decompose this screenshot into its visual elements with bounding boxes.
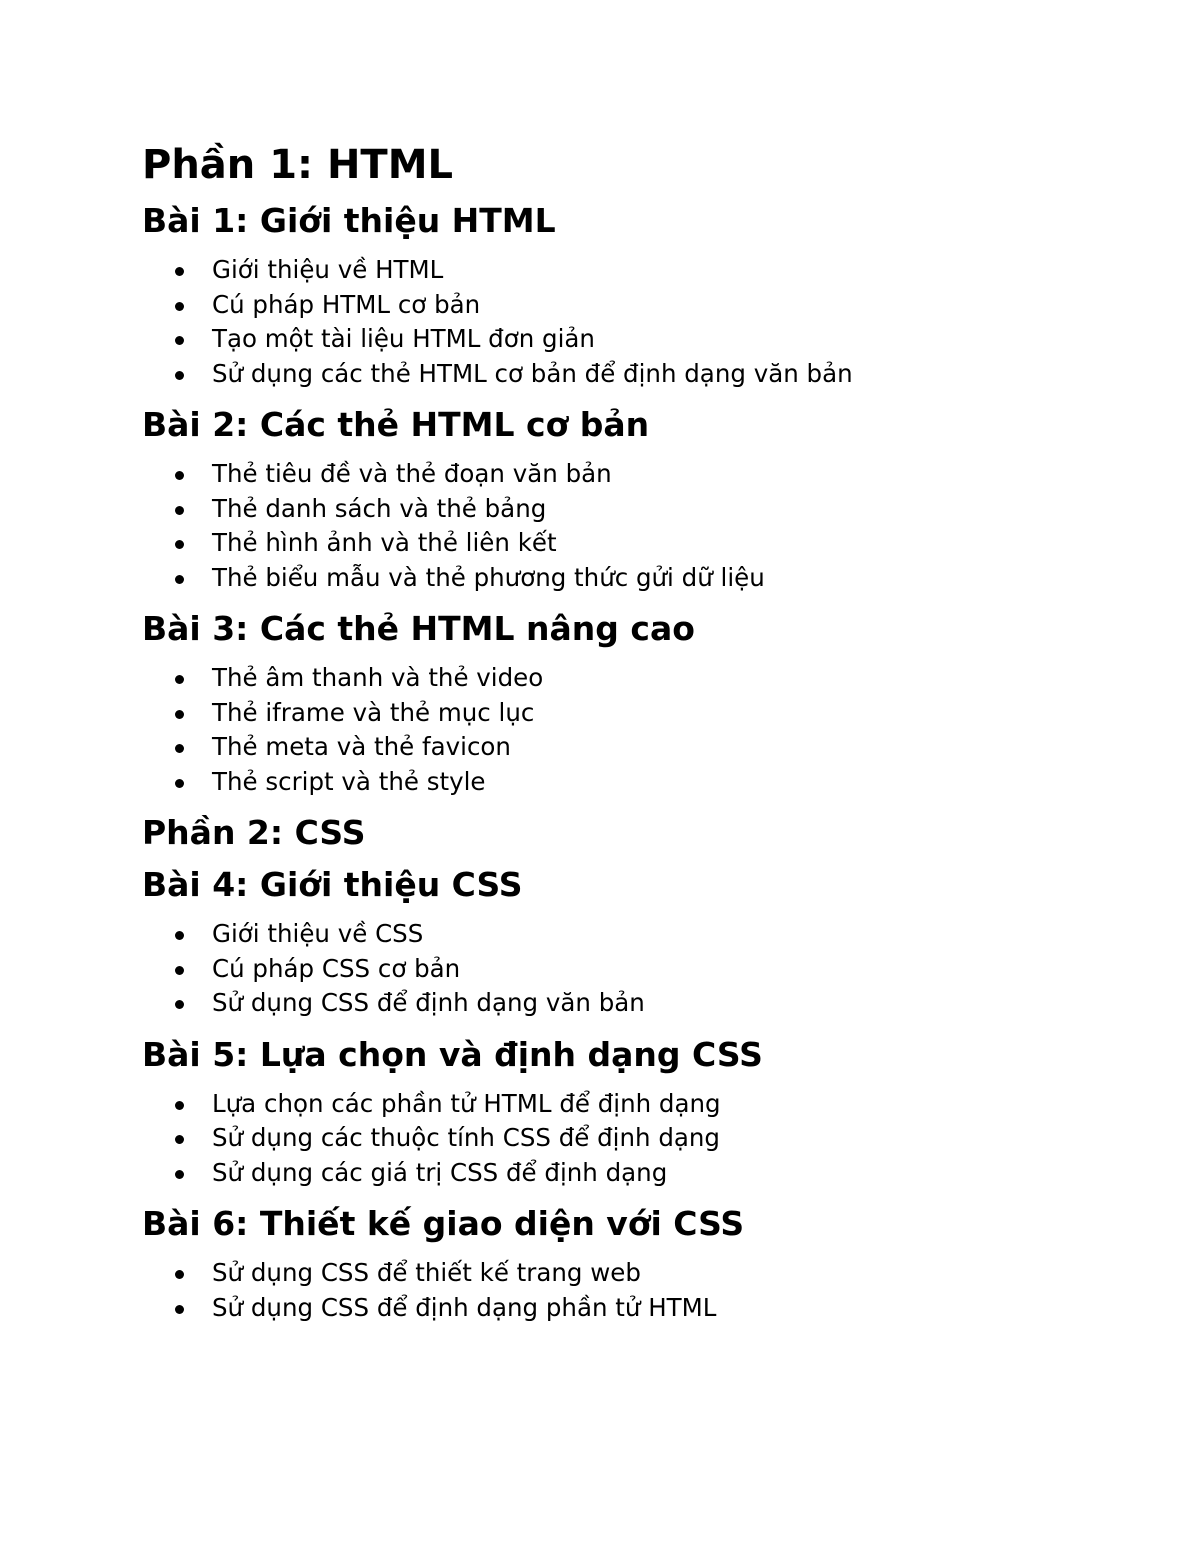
list-item-text: Cú pháp HTML cơ bản	[212, 289, 481, 319]
lesson-6-list	[142, 1256, 1142, 1325]
lesson-1-list	[142, 253, 1142, 391]
list-item-text: Sử dụng các thẻ HTML cơ bản để định dạng văn bản	[212, 358, 853, 388]
document-body	[142, 141, 1142, 1339]
bullet-icon	[175, 779, 184, 788]
list-item	[142, 696, 1142, 731]
bullet-icon	[175, 336, 184, 345]
list-item	[142, 952, 1142, 987]
list-item	[142, 1256, 1142, 1291]
list-item	[142, 765, 1142, 800]
bullet-icon	[175, 302, 184, 311]
list-item-text: Thẻ meta và thẻ favicon	[212, 732, 511, 761]
list-item	[142, 561, 1142, 596]
list-item	[142, 661, 1142, 696]
part-title-css: Phần 2: CSS	[142, 813, 366, 852]
list-item	[142, 322, 1142, 357]
bullet-icon	[175, 575, 184, 584]
list-item	[142, 288, 1142, 323]
bullet-icon	[175, 506, 184, 515]
list-item-text: Thẻ biểu mẫu và thẻ phương thức gửi dữ liệu	[212, 562, 765, 592]
list-item	[142, 730, 1142, 765]
bullet-icon	[175, 931, 184, 940]
bullet-icon	[175, 1000, 184, 1009]
list-item	[142, 1156, 1142, 1191]
list-item-text: Giới thiệu về CSS	[212, 919, 424, 948]
lesson-title-1: Bài 1: Giới thiệu HTML	[142, 201, 556, 240]
list-item	[142, 457, 1142, 492]
lesson-5-list	[142, 1087, 1142, 1191]
lesson-4-list	[142, 917, 1142, 1021]
bullet-icon	[175, 371, 184, 380]
lesson-title-6: Bài 6: Thiết kế giao diện với CSS	[142, 1204, 745, 1243]
bullet-icon	[175, 675, 184, 684]
list-item	[142, 492, 1142, 527]
lesson-3-list	[142, 661, 1142, 799]
list-item-text: Thẻ danh sách và thẻ bảng	[212, 493, 547, 523]
list-item-text: Sử dụng CSS để thiết kế trang web	[212, 1258, 641, 1287]
list-item-text: Cú pháp CSS cơ bản	[212, 953, 461, 983]
list-item	[142, 1291, 1142, 1326]
lesson-title-5: Bài 5: Lựa chọn và định dạng CSS	[142, 1034, 763, 1074]
list-item-text: Thẻ iframe và thẻ mục lục	[212, 697, 535, 727]
bullet-icon	[175, 1305, 184, 1314]
list-item-text: Tạo một tài liệu HTML đơn giản	[212, 324, 595, 353]
bullet-icon	[175, 1135, 184, 1144]
lesson-title-4: Bài 4: Giới thiệu CSS	[142, 865, 523, 904]
list-item-text: Thẻ âm thanh và thẻ video	[212, 663, 544, 692]
list-item	[142, 253, 1142, 288]
list-item-text: Lựa chọn các phần tử HTML để định dạng	[212, 1088, 721, 1118]
bullet-icon	[175, 267, 184, 276]
list-item-text: Giới thiệu về HTML	[212, 255, 444, 284]
part-title-html: Phần 1: HTML	[142, 142, 453, 188]
list-item-text: Thẻ script và thẻ style	[212, 766, 486, 796]
bullet-icon	[175, 744, 184, 753]
list-item	[142, 917, 1142, 952]
list-item	[142, 526, 1142, 561]
list-item-text: Thẻ hình ảnh và thẻ liên kết	[212, 528, 557, 557]
bullet-icon	[175, 1101, 184, 1110]
list-item-text: Sử dụng các thuộc tính CSS để định dạng	[212, 1123, 720, 1152]
list-item-text: Thẻ tiêu đề và thẻ đoạn văn bản	[212, 459, 612, 488]
lesson-2-list	[142, 457, 1142, 595]
list-item	[142, 1087, 1142, 1122]
bullet-icon	[175, 710, 184, 719]
bullet-icon	[175, 540, 184, 549]
lesson-title-2: Bài 2: Các thẻ HTML cơ bản	[142, 405, 650, 444]
list-item	[142, 1121, 1142, 1156]
list-item-text: Sử dụng CSS để định dạng văn bản	[212, 988, 645, 1017]
bullet-icon	[175, 1170, 184, 1179]
bullet-icon	[175, 1270, 184, 1279]
list-item	[142, 357, 1142, 392]
list-item-text: Sử dụng CSS để định dạng phần tử HTML	[212, 1292, 717, 1322]
lesson-title-3: Bài 3: Các thẻ HTML nâng cao	[142, 609, 695, 648]
list-item-text: Sử dụng các giá trị CSS để định dạng	[212, 1157, 668, 1187]
bullet-icon	[175, 471, 184, 480]
bullet-icon	[175, 966, 184, 975]
list-item	[142, 986, 1142, 1021]
